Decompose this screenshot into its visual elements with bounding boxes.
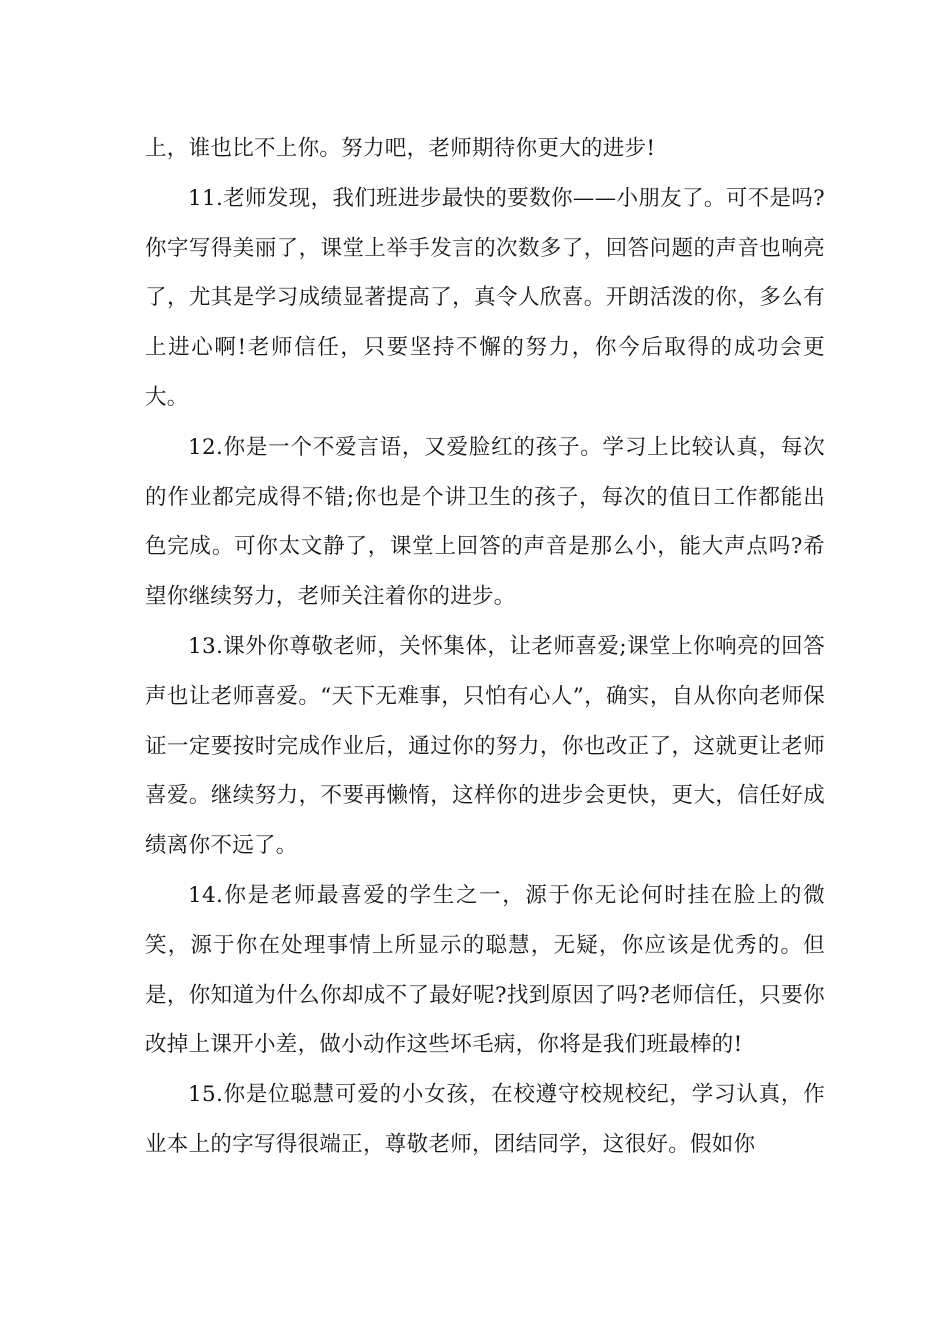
paragraph-continuation: 上，谁也比不上你。努力吧，老师期待你更大的进步!	[145, 136, 656, 161]
paragraph-comment-11: 11.老师发现，我们班进步最快的要数你——小朋友了。可不是吗?你字写得美丽了，课堂上举手发言的次数多了，回答问题的声音也响亮了，尤其是学习成绩显著提高了，真令人欣喜。开朗活泼的你，多么有上进心啊!老师信任，只要坚持不懈的努力，你今后取得的成功会更大。	[145, 185, 825, 410]
paragraph-comment-15: 15.你是位聪慧可爱的小女孩，在校遵守校规校纪，学习认真，作业本上的字写得很端正，尊敬老师，团结同学，这很好。假如你	[145, 1082, 825, 1157]
paragraph-comment-13: 13.课外你尊敬老师，关怀集体，让老师喜爱;课堂上你响亮的回答声也让老师喜爱。“天下无难事，只怕有心人”，确实，自从你向老师保证一定要按时完成作业后，通过你的努力，你也改正了，这就更让老师喜爱。继续努力，不要再懒惰，这样你的进步会更快，更大，信任好成绩离你不远了。	[145, 633, 825, 859]
paragraph-comment-12: 12.你是一个不爱言语，又爱脸红的孩子。学习上比较认真，每次的作业都完成得不错;你也是个讲卫生的孩子，每次的值日工作都能出色完成。可你太文静了，课堂上回答的声音是那么小，能大声点吗?希望你继续努力，老师关注着你的进步。	[145, 434, 825, 610]
paragraph-comment-14: 14.你是老师最喜爱的学生之一，源于你无论何时挂在脸上的微笑，源于你在处理事情上所显示的聪慧，无疑，你应该是优秀的。但是，你知道为什么你却成不了最好呢?找到原因了吗?老师信任，只要你改掉上课开小差，做小动作这些坏毛病，你将是我们班最棒的!	[145, 882, 825, 1058]
document-body	[145, 124, 825, 1170]
